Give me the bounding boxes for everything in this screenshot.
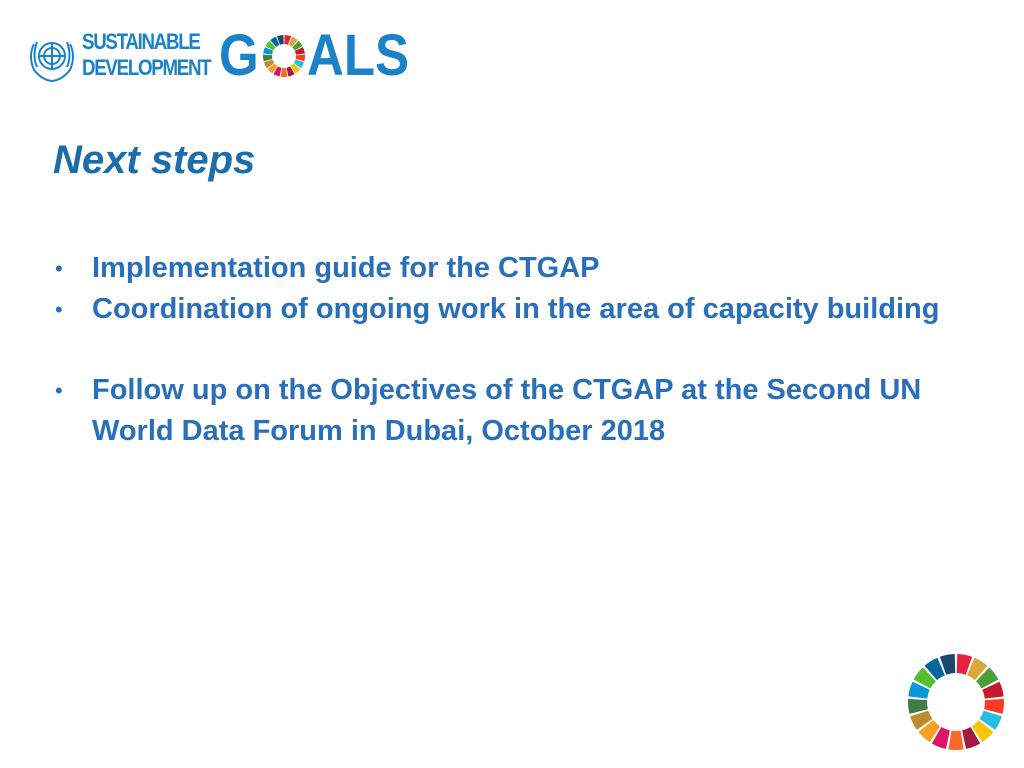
bullet-dot-icon: • xyxy=(55,378,63,403)
wheel-segment xyxy=(281,68,288,77)
bullet-dot-icon: • xyxy=(55,297,63,322)
sdg-wheel-icon xyxy=(906,652,1006,752)
wheel-segment xyxy=(948,731,963,750)
bullet-text: Follow up on the Objectives of the CTGAP at the Second UN World Data Forum in Dubai, October 2018 xyxy=(92,374,922,447)
bullet-text: Implementation guide for the CTGAP xyxy=(92,252,600,284)
logo-goals-g: G xyxy=(219,23,259,88)
bullet-text: Coordination of ongoing work in the area of capacity building xyxy=(92,293,940,325)
bullet-item xyxy=(55,248,975,289)
bullet-item xyxy=(55,289,975,330)
bullet-dot-icon: • xyxy=(55,256,63,281)
slide-title: Next steps xyxy=(53,138,256,182)
logo-text xyxy=(82,29,242,85)
logo-line-development: DEVELOPMENT xyxy=(82,55,211,80)
sdg-wheel-o-icon xyxy=(262,34,306,78)
logo-goals-als: ALS xyxy=(307,23,410,88)
logo-goals-word xyxy=(219,23,419,88)
bullet-list xyxy=(55,248,975,452)
logo-line-sustainable: SUSTAINABLE xyxy=(82,29,200,54)
un-emblem-icon xyxy=(22,26,82,86)
wheel-segment xyxy=(908,699,928,714)
sdg-logo xyxy=(22,23,410,88)
wheel-segment xyxy=(984,699,1004,714)
bullet-item xyxy=(55,370,975,452)
